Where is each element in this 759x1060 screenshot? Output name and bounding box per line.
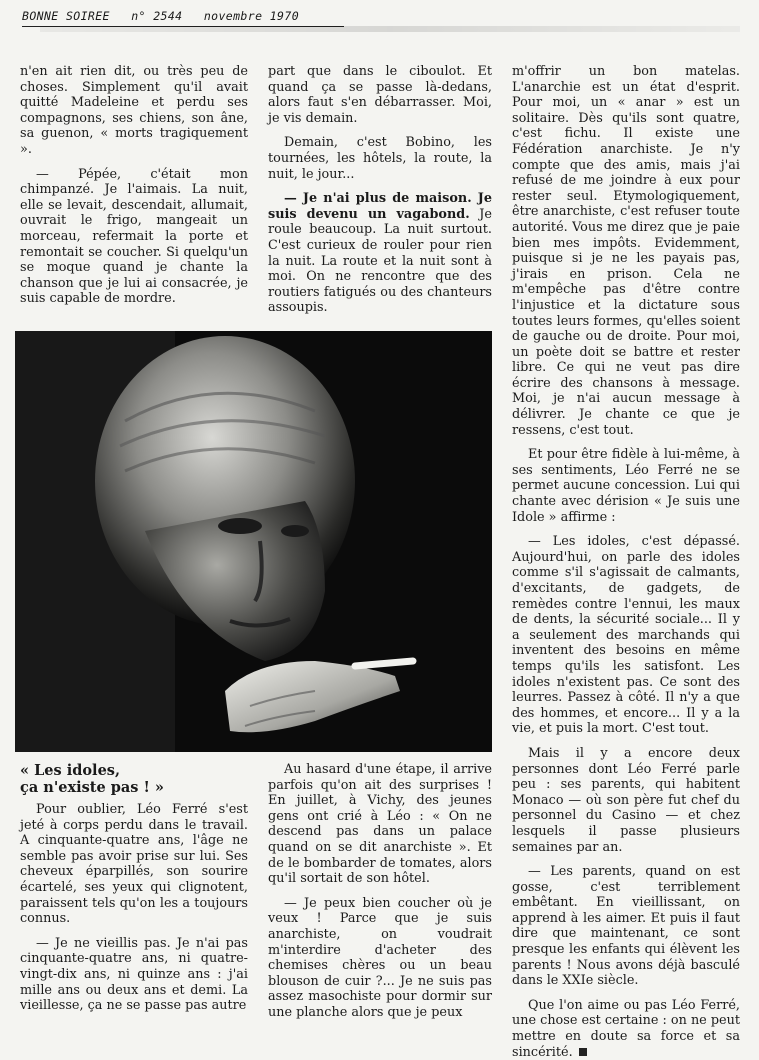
paragraph: part que dans le ciboulot. Et quand ça se passe là-dedans, alors faut s'en débarrasser. Moi, je vis demain. — [268, 64, 492, 126]
column-3 — [512, 64, 740, 1060]
paragraph: Et pour être fidèle à lui-même, à ses sentiments, Léo Ferré ne se permet aucune concession. Lui qui chante avec dérision « Je suis une Idole » affirme : — [512, 447, 740, 525]
paragraph: — Pépée, c'était mon chimpanzé. Je l'aimais. La nuit, elle se levait, descendait, allumait, ouvrait le frigo, mangeait un morceau, refermait la porte et remontait se coucher. Si quelqu'un se moque quand je chante la chanson que je lui ai consacrée, je suis capable de mordre. — [20, 166, 248, 307]
portrait-photo — [15, 331, 492, 752]
subheading-line: « Les idoles, — [20, 762, 121, 779]
section-subheading — [20, 762, 248, 796]
paragraph: — Les idoles, c'est dépassé. Aujourd'hui, on parle des idoles comme s'il s'agissait de calmants, d'excitants, de gadgets, de remèdes contre l'ennui, les maux de dents, la sécurité sociale... Il y a seulement des marchands qui inventent des besoins en même temps qu'ils les satisfont. Les idoles n'existent pas. Ce sont des leurres. Passez à côté. Il n'y a que des hommes, et encore... Il y a la vie, et puis la mort. C'est tout. — [512, 534, 740, 737]
closing-sentence: Que l'on aime ou pas Léo Ferré, une chose est certaine : on ne peut mettre en doute sa force et sa sincérité. — [512, 997, 740, 1060]
paragraph: — Les parents, quand on est gosse, c'est terriblement embêtant. En vieillissant, on apprend à les aimer. Et puis il faut dire que maintenant, ce sont presque les enfants qui élèvent les parents ! Nous avons déjà basculé dans le XXIe siècle. — [512, 864, 740, 989]
eye-shape — [218, 518, 262, 534]
paragraph: n'en ait rien dit, ou très peu de choses. Simplement qu'il avait quitté Madeleine et perdu ses compagnons, ses chiens, son âne, sa guenon, « morts tragiquement ». — [20, 64, 248, 157]
subheading-line: ça n'existe pas ! » — [20, 779, 164, 796]
bold-quote: — Je n'ai plus de maison. Je suis devenu un vagabond. — [268, 191, 492, 222]
eye-shape — [281, 525, 309, 537]
paragraph: — Je ne vieillis pas. Je n'ai pas cinquante-quatre ans, ni quatre-vingt-dix ans, ni quinze ans : j'ai mille ans ou deux ans et demi. La vieillesse, ça ne se passe pas autre — [20, 935, 248, 1014]
paragraph — [268, 191, 492, 316]
paragraph: Pour oublier, Léo Ferré s'est jeté à corps perdu dans le travail. A cinquante-quatre ans, l'âge ne semble pas avoir prise sur lui. Ses cheveux éparpillés, son sourire écartelé, ses yeux qui clignotent, paraissent tels qu'on les a toujours connus. — [20, 802, 248, 927]
end-of-article-mark — [579, 1048, 587, 1056]
paragraph: Demain, c'est Bobino, les tournées, les hôtels, la route, la nuit, le jour... — [268, 135, 492, 182]
paragraph: Au hasard d'une étape, il arrive parfois qu'on ait des surprises ! En juillet, à Vichy, des jeunes gens ont crié à Léo : « On ne descend pas dans un palace quand on se dit anarchiste ». Et de le bombarder de tomates, alors qu'il sortait de son hôtel. — [268, 762, 492, 887]
paragraph — [512, 998, 740, 1060]
bleed-through-smudge — [40, 26, 740, 32]
portrait-illustration — [15, 331, 492, 752]
paragraph: — Je peux bien coucher où je veux ! Parce que je suis anarchiste, on voudrait m'interdire d'acheter des chemises chères ou un beau blouson de cuir ?... Je ne suis pas assez masochiste pour dormir sur une planche alors que je peux — [268, 895, 492, 1020]
issue-number: n° 2544 — [131, 9, 183, 23]
paragraph: m'offrir un bon matelas. L'anarchie est un état d'esprit. Pour moi, un « anar » est un solitaire. Dès qu'ils sont quatre, c'est fichu. Il existe une Fédération anarchiste. Je n'y compte que des amis, mais j'ai refusé de me joindre à eux pour rester seul. Etymologiquement, être anarchiste, c'est refuser toute autorité. Vous me direz que je paie bien mes impôts. Evidemment, puisque si je ne les payais pas, j'irais en prison. Cela ne m'empêche pas d'être contre l'injustice et la dictature sous toutes leurs formes, qu'elles soient de gauche ou de droite. Pour moi, un poète doit se battre et rester libre. Ce qui ne veut pas dire écrire des chansons à message. Moi, je n'ai aucun message à délivrer. Je chante ce que je ressens, c'est tout. — [512, 64, 740, 438]
column-4 — [20, 762, 248, 1014]
issue-date: novembre 1970 — [203, 9, 300, 23]
column-5 — [268, 762, 492, 1021]
magazine-name: BONNE SOIREE — [22, 9, 110, 23]
running-header — [22, 6, 344, 27]
paragraph: Mais il y a encore deux personnes dont Léo Ferré parle peu : ses parents, qui habitent Monaco — où son père fut chef du personnel du Casino — et chez lesquels il passe plusieurs semaines par an. — [512, 745, 740, 855]
column-2 — [268, 64, 492, 316]
column-1 — [20, 64, 248, 307]
cigarette-shape — [355, 661, 413, 666]
quote-rest: Je roule beaucoup. La nuit surtout. C'est curieux de rouler pour rien la nuit. La route et la nuit sont à moi. On ne rencontre que des routiers fatigués ou des chanteurs assoupis. — [268, 206, 492, 316]
